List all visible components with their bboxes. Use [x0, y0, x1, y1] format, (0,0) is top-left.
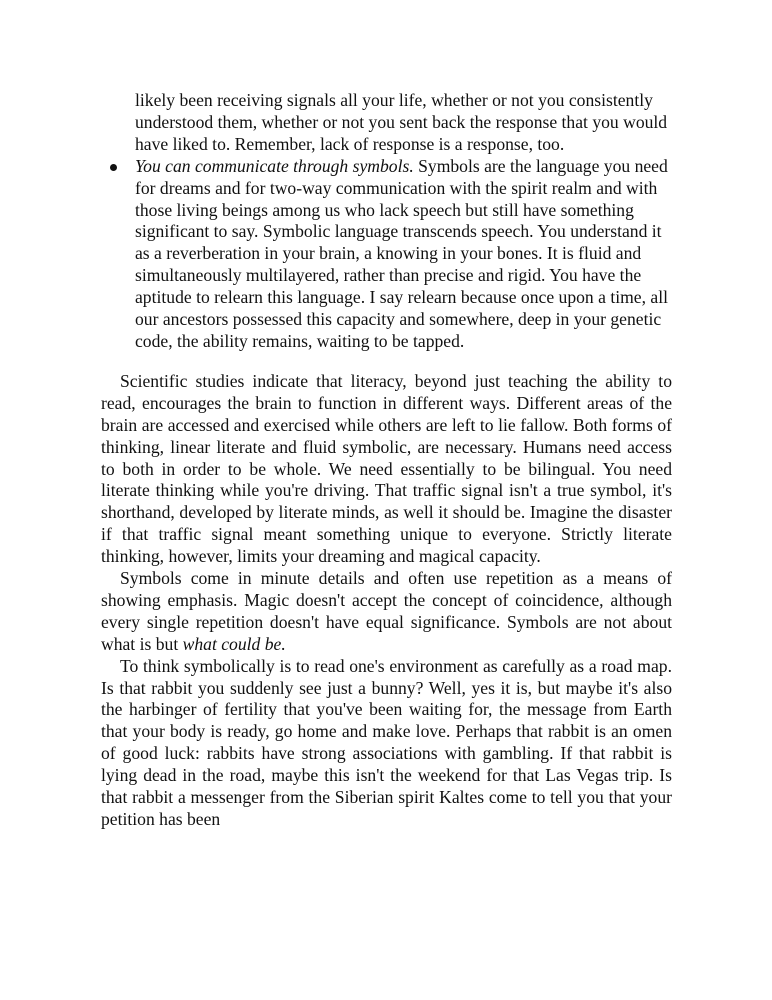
bullet-lead-italic: You can communicate through symbols. — [135, 155, 414, 176]
bullet-dot-icon — [110, 164, 117, 171]
paragraph-emphasis: what could be. — [182, 633, 286, 654]
bullet-text — [135, 156, 672, 353]
paragraph-literacy: Scientific studies indicate that literacy, beyond just teaching the ability to read, encourages the brain to function in different ways. Different areas of the brain are accessed and exercised while others are left to lie fallow. Both forms of thinking, linear literate and fluid symbolic, are necessary. Humans need access to both in order to be whole. We need essentially to be bilingual. You need literate thinking while you're driving. That traffic signal isn't a true symbol, it's shorthand, developed by literate minds, as well it should be. Imagine the disaster if that traffic signal meant something unique to everyone. Strictly literate thinking, however, limits your dreaming and magical capacity. — [101, 370, 672, 567]
bullet-item-continued — [135, 90, 672, 156]
paragraph-symbols-detail — [101, 568, 672, 656]
book-page — [101, 90, 672, 831]
paragraph-text: Symbols come in minute details and often use repetition as a means of showing emphasis. Magic doesn't accept the concept of coincidence, although every single repetition doesn't have equal significance. Symbols are not about what is but — [101, 568, 672, 654]
bullet-list — [101, 90, 672, 353]
bullet-body: Symbols are the language you need for dreams and for two-way communication with the spirit realm and with those living beings among us who lack speech but still have something significant to say. Symbolic language transcends speech. You understand it as a reverberation in your brain, a knowing in your bones. It is fluid and simultaneously multilayered, rather than precise and rigid. You have the aptitude to relearn this language. I say relearn because once upon a time, all our ancestors possessed this capacity and somewhere, deep in your genetic code, the ability remains, waiting to be tapped. — [135, 155, 668, 351]
bullet-text: likely been receiving signals all your life, whether or not you consistently understood them, whether or not you sent back the response that you would have liked to. Remember, lack of response is a response, too. — [135, 90, 668, 154]
paragraph-rabbit: To think symbolically is to read one's environment as carefully as a road map. Is that rabbit you suddenly see just a bunny? Well, yes it is, but maybe it's also the harbinger of fertility that you've been waiting for, the message from Earth that your body is ready, go home and make love. Perhaps that rabbit is an omen of good luck: rabbits have strong associations with gambling. If that rabbit is lying dead in the road, maybe this isn't the weekend for that Las Vegas trip. Is that rabbit a messenger from the Siberian spirit Kaltes come to tell you that your petition has been — [101, 655, 672, 829]
bullet-item-symbols — [135, 156, 672, 353]
